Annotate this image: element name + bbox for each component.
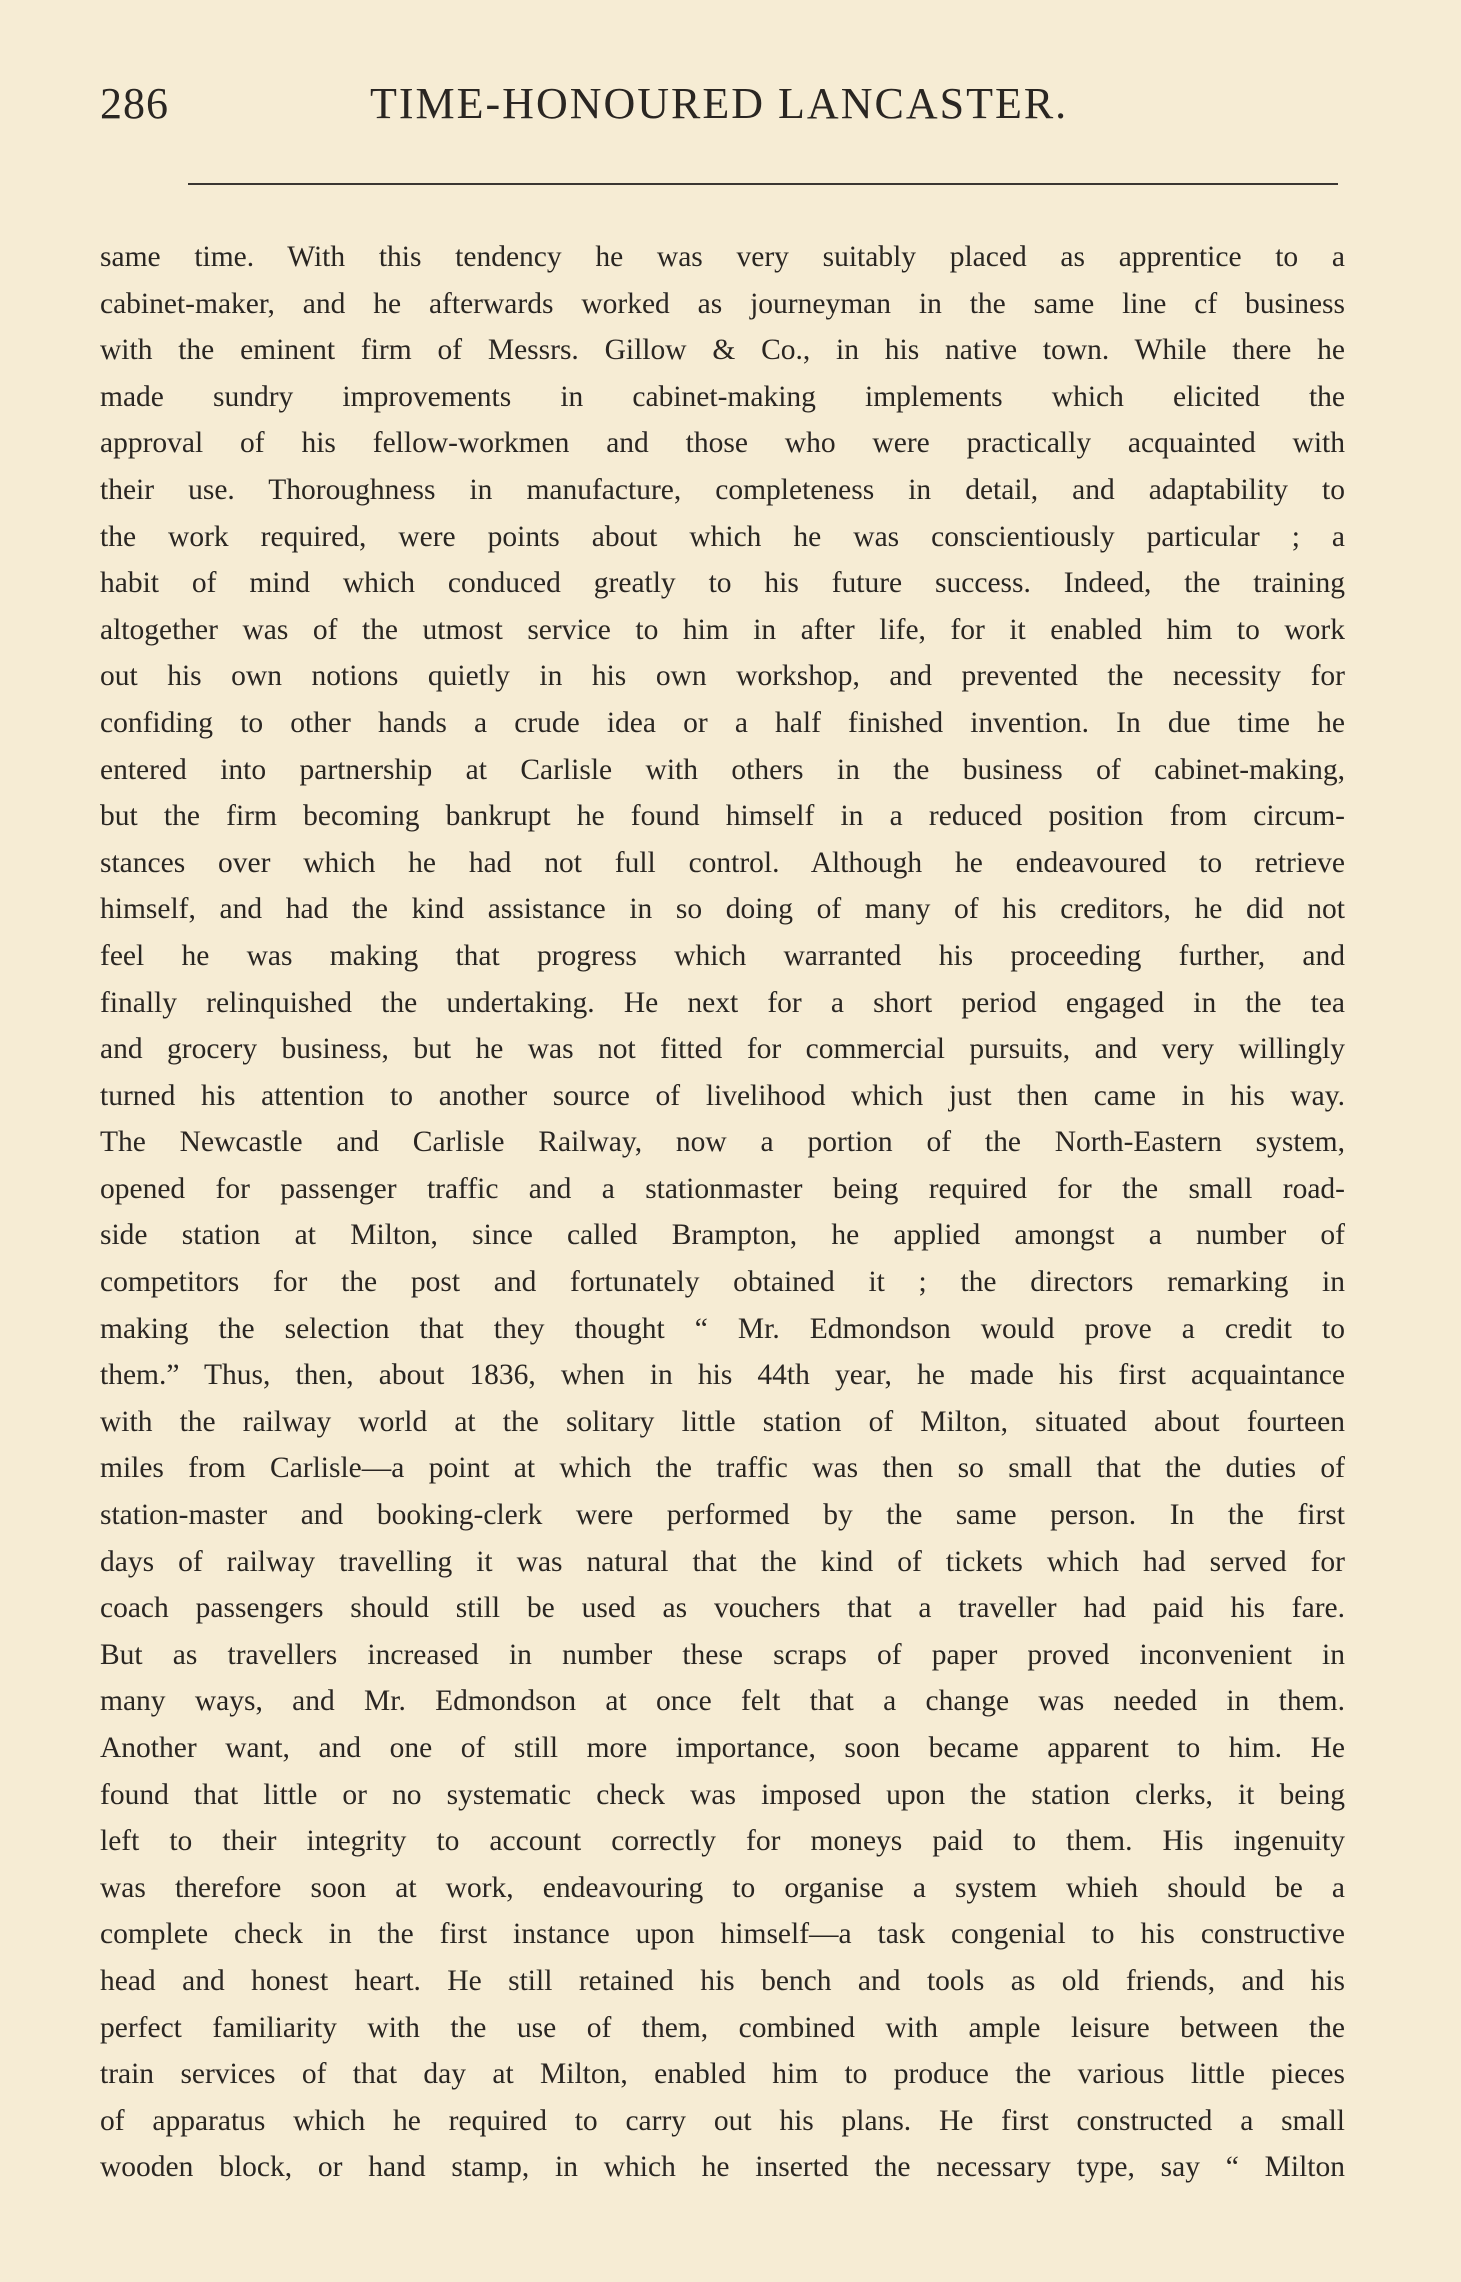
text-line: made sundry improvements in cabinet-making implements which elicited the — [100, 380, 1345, 413]
text-line: side station at Milton, since called Brampton, he applied amongst a number of — [100, 1219, 1345, 1252]
text-line: with the railway world at the solitary little station of Milton, situated about fourteen — [100, 1405, 1345, 1438]
page-number: 286 — [100, 79, 169, 128]
text-line: days of railway travelling it was natural that the kind of tickets which had served for — [100, 1545, 1345, 1578]
text-line: making the selection that they thought “ Mr. Edmondson would prove a credit to — [100, 1312, 1345, 1345]
text-line: train services of that day at Milton, enabled him to produce the various little pieces — [100, 2058, 1345, 2091]
text-line: entered into partnership at Carlisle with others in the business of cabinet-making, — [100, 753, 1345, 786]
text-line: wooden block, or hand stamp, in which he inserted the necessary type, say “ Milton — [100, 2151, 1345, 2184]
text-line: miles from Carlisle—a point at which the traffic was then so small that the duties of — [100, 1452, 1345, 1485]
text-line: complete check in the first instance upon himself—a task congenial to his constructive — [100, 1918, 1345, 1951]
text-line: The Newcastle and Carlisle Railway, now a portion of the North-Eastern system, — [100, 1126, 1345, 1159]
text-line: opened for passenger traffic and a stationmaster being required for the small road- — [100, 1172, 1345, 1205]
text-line: same time. With this tendency he was very suitably placed as apprentice to a — [100, 241, 1345, 273]
page-header — [100, 78, 1340, 138]
text-line: the work required, were points about which he was conscientiously particular ; a — [100, 520, 1345, 553]
text-line: their use. Thoroughness in manufacture, completeness in detail, and adaptability to — [100, 473, 1345, 506]
text-line: out his own notions quietly in his own workshop, and prevented the necessity for — [100, 660, 1345, 693]
text-line: coach passengers should still be used as vouchers that a traveller had paid his fare. — [100, 1592, 1345, 1625]
text-line: left to their integrity to account correctly for moneys paid to them. His ingenuity — [100, 1825, 1345, 1858]
text-line: was therefore soon at work, endeavouring to organise a system whieh should be a — [100, 1871, 1345, 1904]
text-line: stances over which he had not full control. Although he endeavoured to retrieve — [100, 846, 1345, 879]
text-line: confiding to other hands a crude idea or a half finished invention. In due time he — [100, 706, 1345, 739]
text-line: himself, and had the kind assistance in so doing of many of his creditors, he did not — [100, 893, 1345, 926]
text-line: Another want, and one of still more importance, soon became apparent to him. He — [100, 1732, 1345, 1764]
text-line: head and honest heart. He still retained his bench and tools as old friends, and his — [100, 1964, 1345, 1997]
text-line: perfect familiarity with the use of them, combined with ample leisure between the — [100, 2011, 1345, 2044]
text-line: competitors for the post and fortunately obtained it ; the directors remarking in — [100, 1266, 1345, 1299]
text-line: finally relinquished the undertaking. He next for a short period engaged in the tea — [100, 986, 1345, 1019]
text-line: and grocery business, but he was not fitted for commercial pursuits, and very willingly — [100, 1033, 1345, 1066]
text-line: but the firm becoming bankrupt he found himself in a reduced position from circum- — [100, 800, 1345, 833]
body-text — [100, 234, 1345, 2191]
text-line: cabinet-maker, and he afterwards worked as journeyman in the same line cf business — [100, 287, 1345, 320]
text-line: altogether was of the utmost service to him in after life, for it enabled him to work — [100, 613, 1345, 646]
text-line: them.” Thus, then, about 1836, when in his 44th year, he made his first acquaintance — [100, 1359, 1345, 1392]
text-line: of apparatus which he required to carry out his plans. He first constructed a small — [100, 2104, 1345, 2137]
text-line: habit of mind which conduced greatly to his future success. Indeed, the training — [100, 567, 1345, 600]
text-line: turned his attention to another source of livelihood which just then came in his way. — [100, 1079, 1345, 1112]
text-line: station-master and booking-clerk were performed by the same person. In the first — [100, 1499, 1345, 1532]
running-title: TIME-HONOURED LANCASTER. — [370, 79, 1069, 128]
text-line: found that little or no systematic check was imposed upon the station clerks, it being — [100, 1778, 1345, 1811]
text-line: feel he was making that progress which warranted his proceeding further, and — [100, 939, 1345, 972]
text-line: approval of his fellow-workmen and those who were practically acquainted with — [100, 427, 1345, 460]
text-line: But as travellers increased in number these scraps of paper proved inconvenient in — [100, 1638, 1345, 1671]
text-line: many ways, and Mr. Edmondson at once felt that a change was needed in them. — [100, 1685, 1345, 1718]
text-line: with the eminent firm of Messrs. Gillow & Co., in his native town. While there he — [100, 334, 1345, 367]
header-rule — [188, 183, 1338, 185]
